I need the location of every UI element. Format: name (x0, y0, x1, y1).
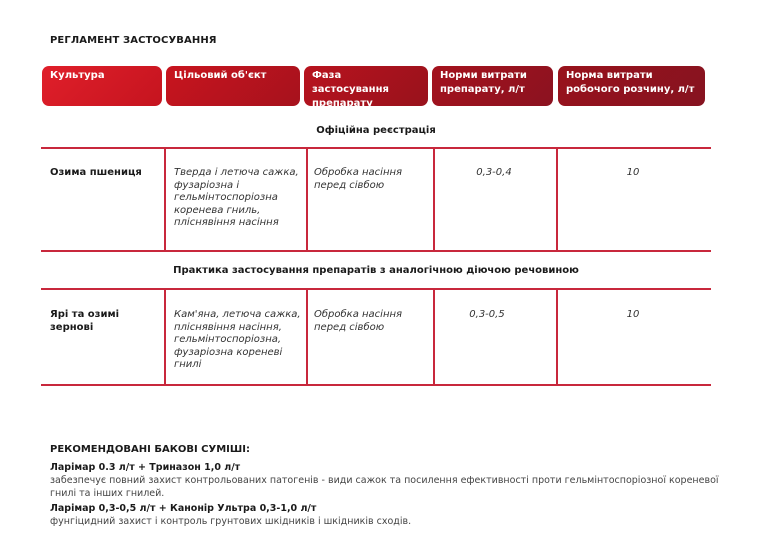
group-title-practice: Практика застосування препаратів з аналогічною діючою речовиною (173, 265, 579, 276)
divider (433, 147, 435, 250)
divider (556, 288, 558, 384)
cell-target: Тверда і летюча сажка, фузаріозна і гельмінтоспоріозна коренева гниль, пліснявіння насіння (174, 167, 299, 228)
divider (41, 384, 711, 386)
tank-mix-description: фунгіцидний захист і контроль грунтових шкідників і шкідників сходів. (50, 516, 412, 527)
tank-mix-name: Ларімар 0.3 л/т + Триназон 1,0 л/т (50, 462, 241, 473)
cell-phase: Обробка насіння перед сівбою (314, 309, 403, 333)
cell-crop: Ярі та озимі зернові (50, 309, 120, 333)
divider (433, 288, 435, 384)
divider (556, 147, 558, 250)
cell-solution-rate: 10 (626, 167, 640, 178)
divider (41, 288, 711, 290)
cell-rate: 0,3-0,4 (476, 167, 512, 178)
header-phase: Фаза застосування препарату (304, 66, 428, 106)
header-crop: Культура (42, 66, 162, 106)
divider (41, 147, 711, 149)
tank-mixes-title: РЕКОМЕНДОВАНІ БАКОВІ СУМІШІ: (50, 444, 250, 455)
header-target: Цільовий об'єкт (166, 66, 300, 106)
divider (306, 147, 308, 250)
cell-rate: 0,3-0,5 (469, 309, 505, 320)
divider (41, 250, 711, 252)
group-title-official: Офіційна реєстрація (316, 125, 436, 136)
section-title: РЕГЛАМЕНТ ЗАСТОСУВАННЯ (50, 35, 217, 46)
tank-mix-name: Ларімар 0,3-0,5 л/т + Канонір Ультра 0,3-1,0 л/т (50, 503, 317, 514)
tank-mix-description: забезпечує повний захист контрольованих патогенів - види сажок та посилення ефективності проти гельмінтоспоріозної кореневої гнилі та інших гнилей. (50, 475, 719, 499)
cell-solution-rate: 10 (626, 309, 640, 320)
divider (306, 288, 308, 384)
header-rate: Норми витрати препарату, л/т (432, 66, 553, 106)
cell-crop: Озима пшениця (50, 167, 142, 178)
divider (164, 288, 166, 384)
header-solution-rate: Норма витрати робочого розчину, л/т (558, 66, 705, 106)
divider (164, 147, 166, 250)
cell-phase: Обробка насіння перед сівбою (314, 167, 403, 191)
cell-target: Кам'яна, летюча сажка, пліснявіння насіння, гельмінтоспоріозна, фузаріозна кореневі гнилі (174, 309, 301, 370)
